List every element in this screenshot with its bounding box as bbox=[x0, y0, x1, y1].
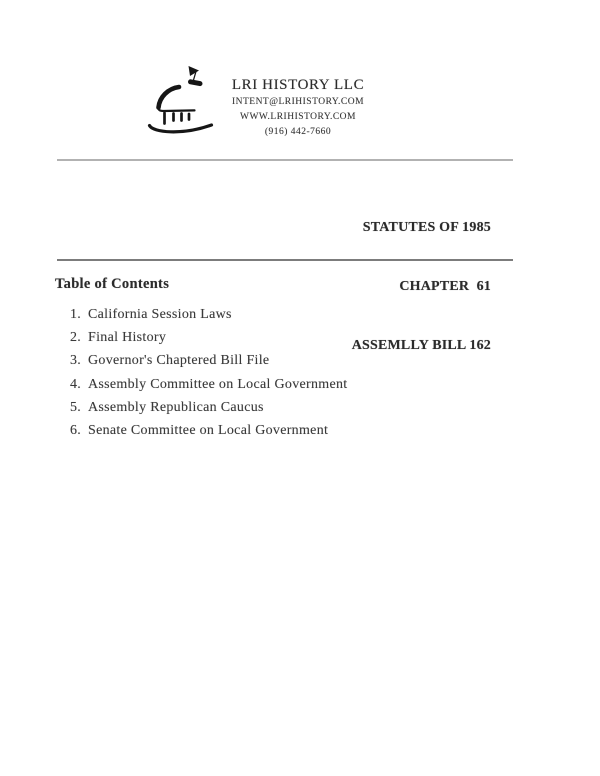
chapter-line: CHAPTER 61 bbox=[399, 278, 491, 294]
toc-item bbox=[70, 373, 490, 396]
company-name: LRI HISTORY LLC bbox=[231, 77, 365, 93]
assembly-bill-line: ASSEMLLY BILL 162 bbox=[351, 338, 491, 354]
statutes-year-line: STATUTES OF 1985 bbox=[362, 219, 491, 235]
toc-item-number: 1. bbox=[70, 306, 82, 322]
toc-item bbox=[70, 326, 490, 349]
letterhead bbox=[148, 75, 448, 140]
toc-list bbox=[70, 303, 490, 443]
toc-item-number: 3. bbox=[70, 353, 82, 369]
toc-item-number: 4. bbox=[70, 376, 82, 392]
toc-heading: Table of Contents bbox=[55, 276, 170, 292]
toc-item bbox=[70, 396, 490, 419]
contact-email: INTENT@LRIHISTORY.COM bbox=[231, 97, 365, 107]
toc-item-label: Assembly Committee on Local Government bbox=[88, 376, 348, 392]
toc-item-label: Senate Committee on Local Government bbox=[88, 423, 329, 439]
toc-item bbox=[70, 350, 490, 373]
toc-item-label: Assembly Republican Caucus bbox=[88, 399, 264, 415]
toc-item-label: California Session Laws bbox=[88, 306, 232, 322]
toc-item bbox=[70, 303, 490, 326]
toc-item bbox=[70, 419, 490, 442]
contact-phone: (916) 442-7660 bbox=[264, 127, 332, 137]
toc-item-number: 2. bbox=[70, 329, 82, 345]
divider-bottom bbox=[57, 259, 513, 261]
toc-item-label: Final History bbox=[88, 329, 167, 345]
contact-website: WWW.LRIHISTORY.COM bbox=[240, 112, 356, 122]
toc-item-number: 6. bbox=[70, 423, 82, 439]
divider-top bbox=[57, 159, 513, 161]
toc-item-label: Governor's Chaptered Bill File bbox=[88, 353, 270, 369]
toc-item-number: 5. bbox=[70, 399, 82, 415]
